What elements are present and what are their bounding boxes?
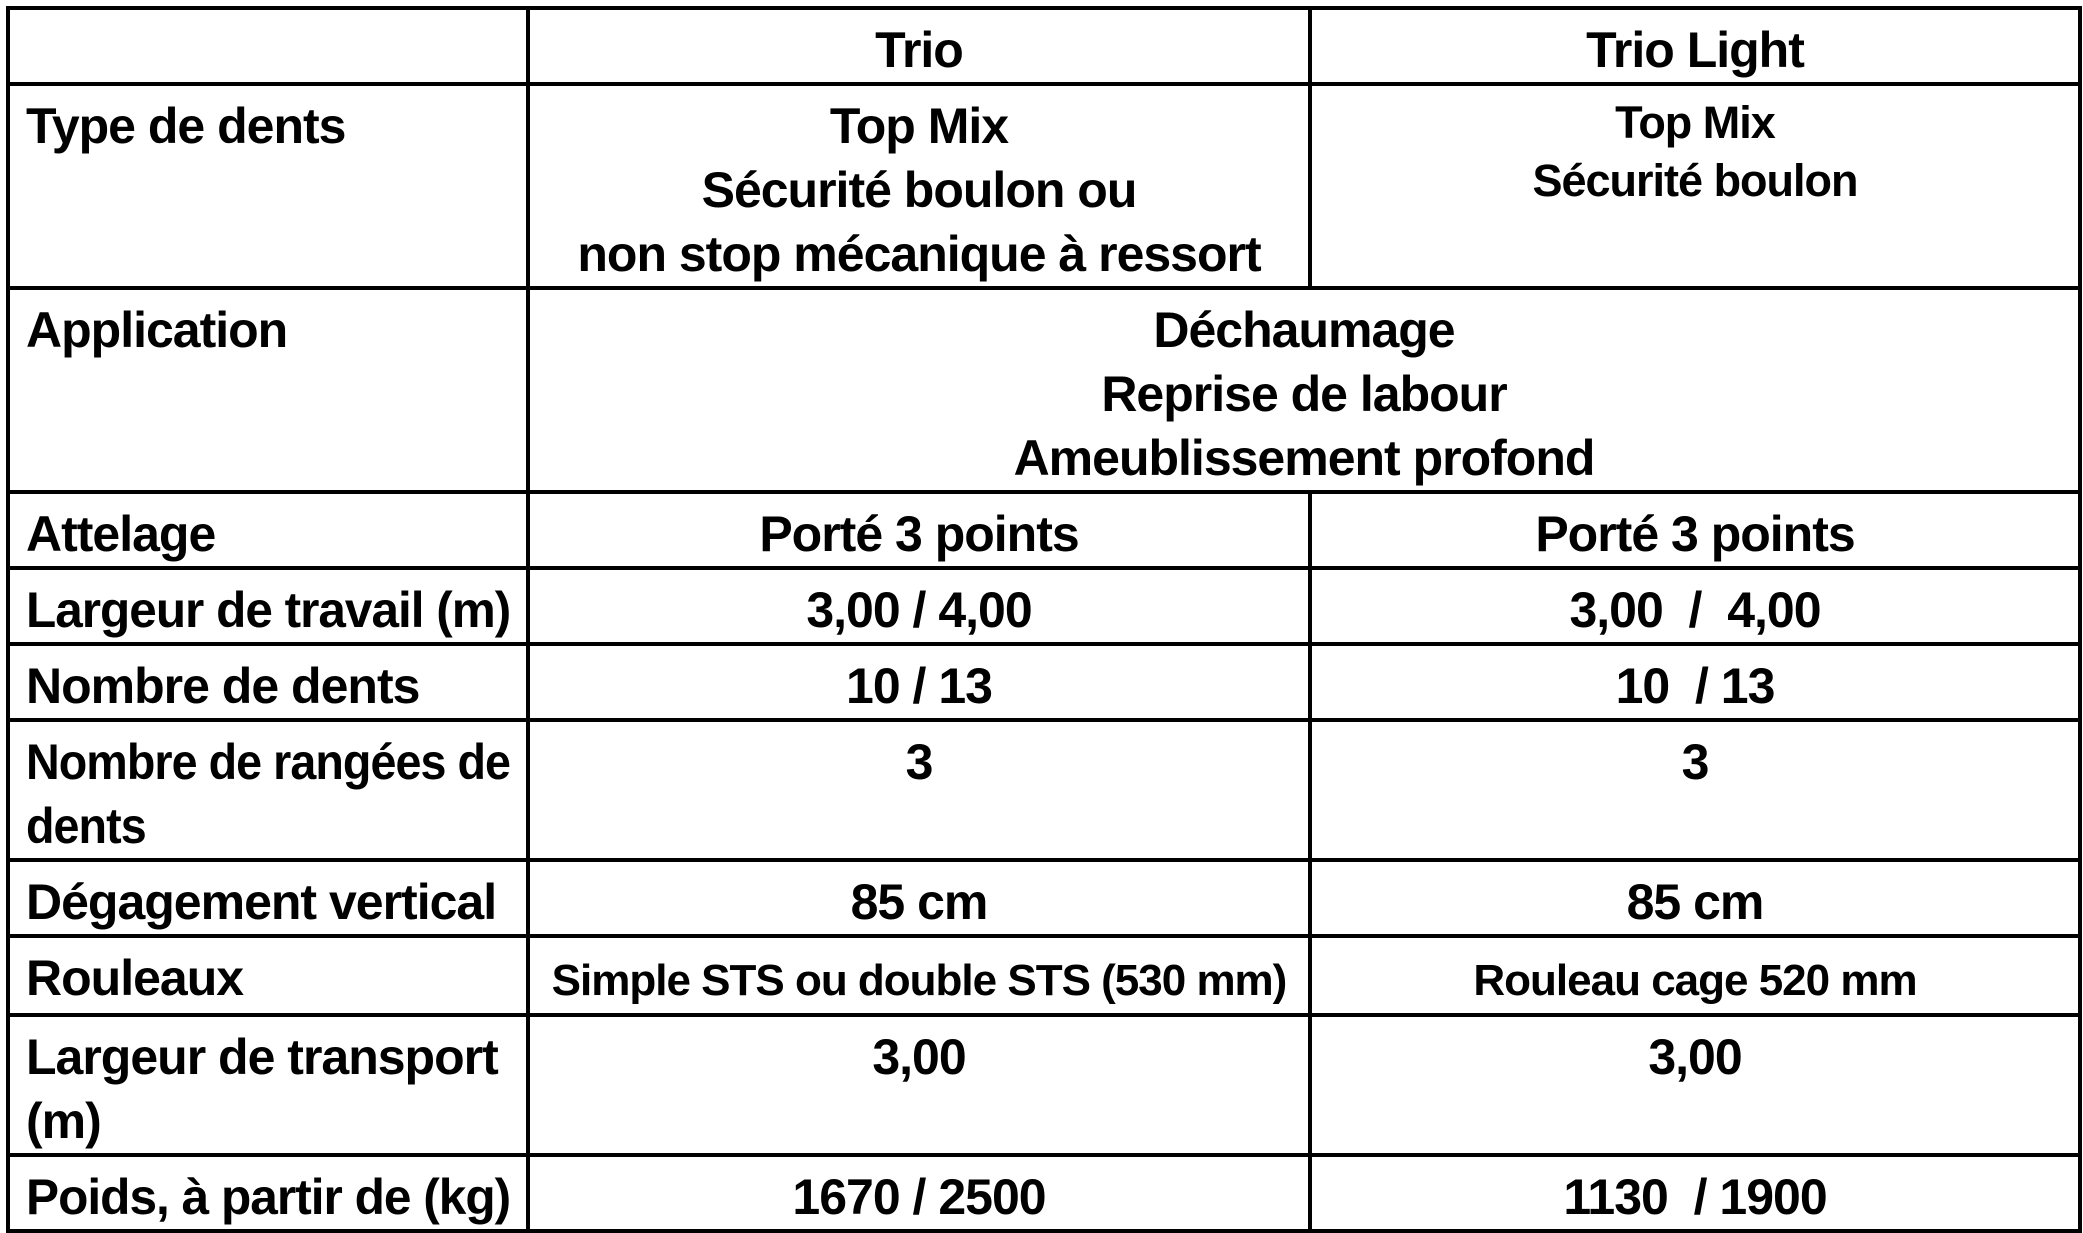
- label-line: Nombre de rangées de: [26, 734, 511, 790]
- table-row-type-de-dents: [8, 84, 2080, 288]
- trio-value: Simple STS ou double STS (530 mm): [528, 936, 1310, 1015]
- value-line: non stop mécanique à ressort: [577, 226, 1261, 282]
- value-line: Déchaumage: [1153, 302, 1455, 358]
- header-trio-light: Trio Light: [1310, 8, 2080, 84]
- row-label: Poids, à partir de (kg): [8, 1155, 528, 1231]
- trio-value: 3,00: [528, 1015, 1310, 1155]
- label-line: Largeur de transport: [26, 1029, 498, 1085]
- value-line: Ameublissement profond: [1013, 430, 1595, 486]
- trio-light-value: 1130 / 1900: [1310, 1155, 2080, 1231]
- value-line: Sécurité boulon: [1532, 155, 1858, 206]
- spec-table: [6, 6, 2082, 1233]
- trio-value: 10 / 13: [528, 644, 1310, 720]
- trio-light-value: 10 / 13: [1310, 644, 2080, 720]
- row-label: Largeur de travail (m): [8, 568, 528, 644]
- row-label: Nombre de dents: [8, 644, 528, 720]
- trio-light-value: 85 cm: [1310, 860, 2080, 936]
- table-row-nombre-de-dents: [8, 644, 2080, 720]
- table-row-nombre-de-rangees: [8, 720, 2080, 860]
- trio-value: 85 cm: [528, 860, 1310, 936]
- table-row-rouleaux: [8, 936, 2080, 1015]
- trio-light-value: 3,00 / 4,00: [1310, 568, 2080, 644]
- trio-value: Porté 3 points: [528, 492, 1310, 568]
- row-label: Attelage: [8, 492, 528, 568]
- value-line: Reprise de labour: [1101, 366, 1507, 422]
- table-row-poids: [8, 1155, 2080, 1231]
- row-label: Dégagement vertical: [8, 860, 528, 936]
- trio-light-value: 3,00: [1310, 1015, 2080, 1155]
- row-label: Rouleaux: [8, 936, 528, 1015]
- table-row-attelage: [8, 492, 2080, 568]
- table-row-largeur-de-transport: [8, 1015, 2080, 1155]
- trio-light-value: [1310, 84, 2080, 288]
- value-line: Top Mix: [1615, 97, 1775, 148]
- application-merged-value: [528, 288, 2080, 492]
- trio-light-value: 3: [1310, 720, 2080, 860]
- table-row-largeur-de-travail: [8, 568, 2080, 644]
- trio-value: 3: [528, 720, 1310, 860]
- row-label: Type de dents: [8, 84, 528, 288]
- row-label: [8, 720, 528, 860]
- trio-value: 1670 / 2500: [528, 1155, 1310, 1231]
- row-label: Application: [8, 288, 528, 492]
- table-row-degagement-vertical: [8, 860, 2080, 936]
- header-row: [8, 8, 2080, 84]
- header-corner-cell: [8, 8, 528, 84]
- label-line: (m): [26, 1093, 101, 1149]
- row-label: [8, 1015, 528, 1155]
- value-line: Sécurité boulon ou: [701, 162, 1137, 218]
- table-row-application: [8, 288, 2080, 492]
- trio-value: 3,00 / 4,00: [528, 568, 1310, 644]
- trio-light-value: Rouleau cage 520 mm: [1310, 936, 2080, 1015]
- value-line: Top Mix: [829, 98, 1009, 154]
- trio-light-value: Porté 3 points: [1310, 492, 2080, 568]
- header-trio: Trio: [528, 8, 1310, 84]
- trio-value: [528, 84, 1310, 288]
- label-line: dents: [26, 798, 146, 854]
